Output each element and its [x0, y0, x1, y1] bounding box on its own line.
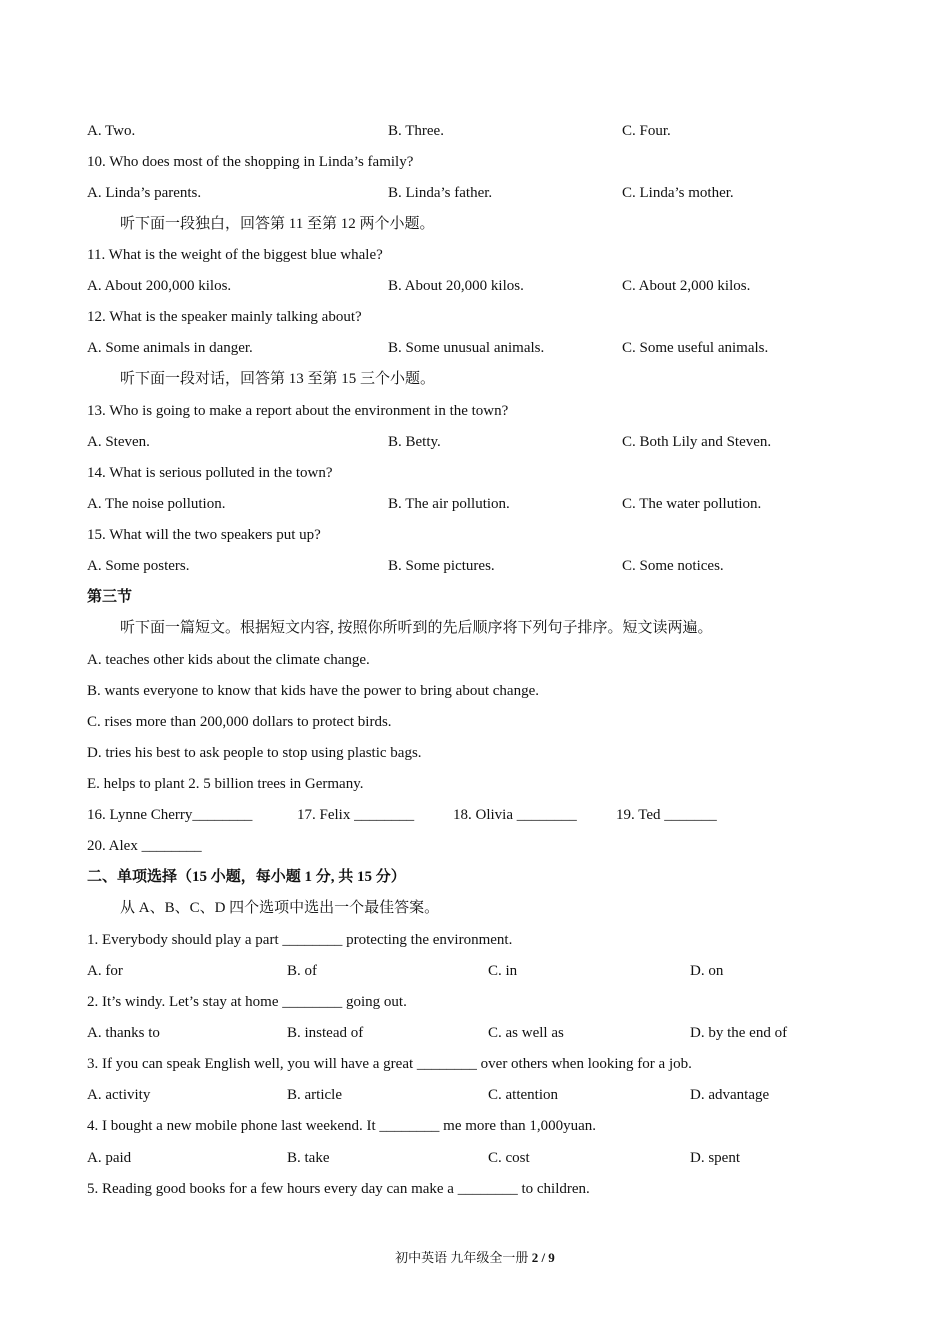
mc1-option-c: C. in	[488, 963, 518, 979]
section3-item-c: C. rises more than 200,000 dollars to protect birds.	[87, 714, 392, 730]
q14-option-c: C. The water pollution.	[622, 496, 762, 512]
part2-title: 二、单项选择（15 小题，每小题 1 分, 共 15 分）	[87, 869, 406, 885]
q15-option-a: A. Some posters.	[87, 558, 190, 574]
mc4-option-d: D. spent	[690, 1150, 740, 1166]
q12-stem: 12. What is the speaker mainly talking about?	[87, 309, 362, 325]
mc4-option-a: A. paid	[87, 1150, 132, 1166]
q15-option-b: B. Some pictures.	[388, 558, 495, 574]
mc2-option-d: D. by the end of	[690, 1025, 788, 1041]
answer-blank-18[interactable]: 18. Olivia ________	[453, 807, 577, 823]
intro-11-12: 听下面一段独白，回答第 11 至第 12 两个小题。	[120, 216, 435, 232]
q10-option-b: B. Linda’s father.	[388, 185, 493, 201]
mc2-stem: 2. It’s windy. Let’s stay at home ________ going out.	[87, 994, 407, 1010]
footer-label: 初中英语 九年级全一册	[395, 1250, 532, 1265]
intro-13-15: 听下面一段对话，回答第 13 至第 15 三个小题。	[120, 371, 436, 387]
mc1-option-b: B. of	[287, 963, 317, 979]
mc2-option-b: B. instead of	[287, 1025, 364, 1041]
q15-stem: 15. What will the two speakers put up?	[87, 527, 321, 543]
mc5-stem: 5. Reading good books for a few hours every day can make a ________ to children.	[87, 1181, 590, 1197]
section3-item-b: B. wants everyone to know that kids have the power to bring about change.	[87, 683, 539, 699]
answer-blank-20[interactable]: 20. Alex ________	[87, 838, 202, 854]
page-number: 2 / 9	[531, 1250, 555, 1265]
section3-instruction: 听下面一篇短文。根据短文内容, 按照你所听到的先后顺序将下列句子排序。短文读两遍。	[120, 620, 713, 636]
answer-blank-16[interactable]: 16. Lynne Cherry________	[87, 807, 253, 823]
mc1-option-a: A. for	[87, 963, 123, 979]
q12-option-c: C. Some useful animals.	[622, 340, 769, 356]
q10-stem: 10. Who does most of the shopping in Linda’s family?	[87, 154, 414, 170]
q9-option-c: C. Four.	[622, 123, 671, 139]
mc1-stem: 1. Everybody should play a part ________ protecting the environment.	[87, 932, 513, 948]
q12-option-b: B. Some unusual animals.	[388, 340, 545, 356]
mc2-option-c: C. as well as	[488, 1025, 564, 1041]
section3-item-e: E. helps to plant 2. 5 billion trees in Germany.	[87, 776, 364, 792]
q14-option-b: B. The air pollution.	[388, 496, 510, 512]
mc3-option-d: D. advantage	[690, 1087, 770, 1103]
mc4-option-b: B. take	[287, 1150, 330, 1166]
mc1-option-d: D. on	[690, 963, 724, 979]
q9-option-b: B. Three.	[388, 123, 444, 139]
q14-option-a: A. The noise pollution.	[87, 496, 226, 512]
q11-option-c: C. About 2,000 kilos.	[622, 278, 751, 294]
mc4-stem: 4. I bought a new mobile phone last weekend. It ________ me more than 1,000yuan.	[87, 1118, 597, 1134]
mc3-option-a: A. activity	[87, 1087, 151, 1103]
q11-option-a: A. About 200,000 kilos.	[87, 278, 232, 294]
q13-option-b: B. Betty.	[388, 434, 441, 450]
mc3-stem: 3. If you can speak English well, you will have a great ________ over others when looking for a job.	[87, 1056, 692, 1072]
q10-option-a: A. Linda’s parents.	[87, 185, 202, 201]
mc2-option-a: A. thanks to	[87, 1025, 160, 1041]
q11-stem: 11. What is the weight of the biggest blue whale?	[87, 247, 383, 263]
q11-option-b: B. About 20,000 kilos.	[388, 278, 524, 294]
q13-stem: 13. Who is going to make a report about the environment in the town?	[87, 403, 509, 419]
q14-stem: 14. What is serious polluted in the town?	[87, 465, 333, 481]
section3-item-d: D. tries his best to ask people to stop using plastic bags.	[87, 745, 422, 761]
q13-option-a: A. Steven.	[87, 434, 150, 450]
section3-title: 第三节	[87, 589, 133, 605]
mc4-option-c: C. cost	[488, 1150, 530, 1166]
mc3-option-b: B. article	[287, 1087, 342, 1103]
answer-blank-17[interactable]: 17. Felix ________	[297, 807, 415, 823]
mc3-option-c: C. attention	[488, 1087, 558, 1103]
q15-option-c: C. Some notices.	[622, 558, 724, 574]
q9-option-a: A. Two.	[87, 123, 136, 139]
q10-option-c: C. Linda’s mother.	[622, 185, 734, 201]
q13-option-c: C. Both Lily and Steven.	[622, 434, 772, 450]
part2-instruction: 从 A、B、C、D 四个选项中选出一个最佳答案。	[120, 900, 440, 916]
section3-item-a: A. teaches other kids about the climate change.	[87, 652, 370, 668]
page-footer	[0, 1247, 950, 1266]
answer-blank-19[interactable]: 19. Ted _______	[616, 807, 717, 823]
q12-option-a: A. Some animals in danger.	[87, 340, 253, 356]
